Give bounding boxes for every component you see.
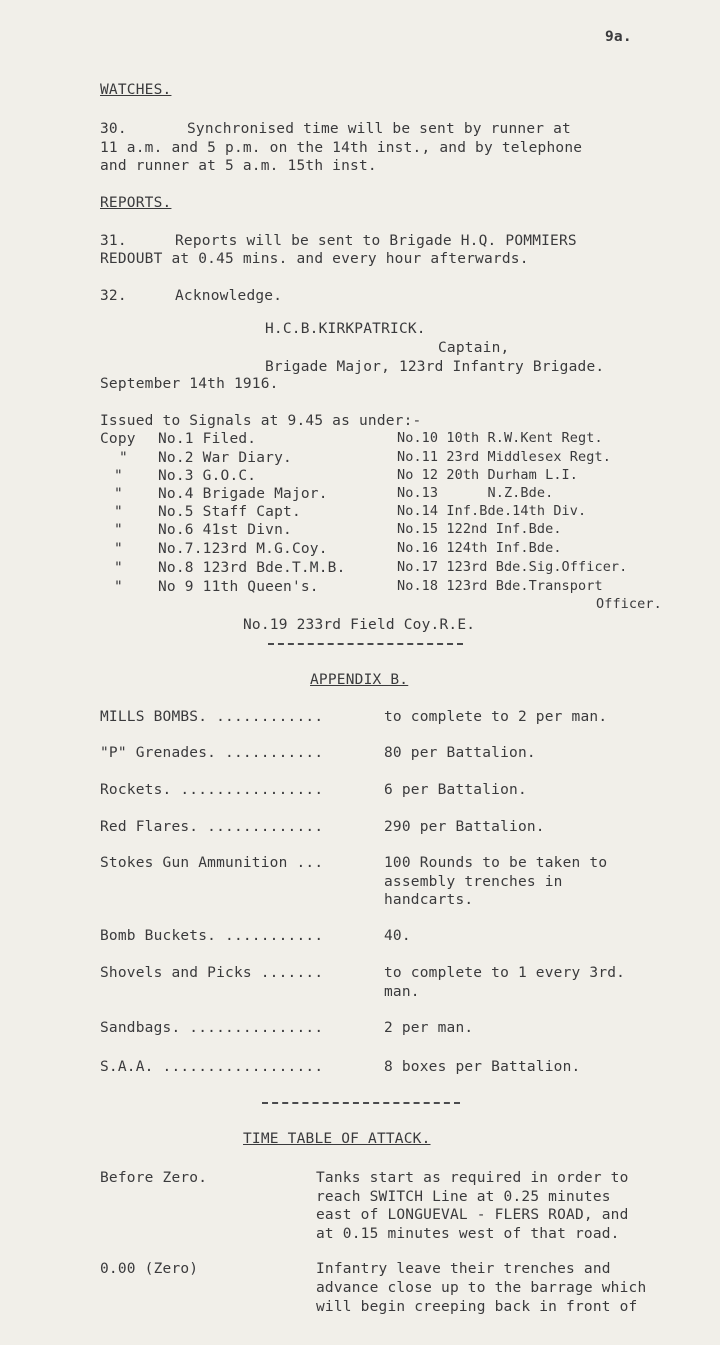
- copy-entry: No.13 N.Z.Bde.: [397, 485, 554, 501]
- ditto-mark: ": [119, 450, 128, 466]
- copy-entry: No.6 41st Divn.: [158, 522, 292, 538]
- appendix-item-name: Bomb Buckets. ...........: [100, 928, 324, 944]
- dashed-divider: [262, 1102, 460, 1104]
- appendix-item-name: Red Flares. .............: [100, 819, 324, 835]
- reports-heading: REPORTS.: [100, 195, 172, 211]
- appendix-heading: APPENDIX B.: [310, 672, 409, 688]
- appendix-item-value: 290 per Battalion.: [384, 819, 545, 835]
- ditto-mark: ": [114, 560, 123, 576]
- appendix-item-name: Sandbags. ...............: [100, 1020, 324, 1036]
- ditto-mark: ": [114, 504, 123, 520]
- timetable-line: advance close up to the barrage which: [316, 1280, 647, 1296]
- appendix-item-value: 100 Rounds to be taken to: [384, 855, 608, 871]
- acknowledge-number: 32.: [100, 288, 127, 304]
- copy-entry: No.14 Inf.Bde.14th Div.: [397, 503, 587, 519]
- appendix-item-value: 40.: [384, 928, 411, 944]
- copy-entry: No.11 23rd Middlesex Regt.: [397, 449, 611, 465]
- appendix-item-name: Stokes Gun Ammunition ...: [100, 855, 324, 871]
- copy-entry: No.10 10th R.W.Kent Regt.: [397, 430, 603, 446]
- copy-entry: No.19 233rd Field Coy.R.E.: [243, 617, 476, 633]
- acknowledge-text: Acknowledge.: [175, 288, 283, 304]
- timetable-line: reach SWITCH Line at 0.25 minutes: [316, 1189, 611, 1205]
- copy-entry: No.3 G.O.C.: [158, 468, 257, 484]
- timetable-line: will begin creeping back in front of: [316, 1299, 638, 1315]
- signature-name: H.C.B.KIRKPATRICK.: [265, 321, 426, 337]
- timetable-line: Infantry leave their trenches and: [316, 1261, 611, 1277]
- appendix-item-value: 80 per Battalion.: [384, 745, 536, 761]
- distribution-intro: Issued to Signals at 9.45 as under:-: [100, 413, 422, 429]
- reports-number: 31.: [100, 233, 127, 249]
- appendix-item-name: "P" Grenades. ...........: [100, 745, 324, 761]
- copy-entry: No.2 War Diary.: [158, 450, 292, 466]
- appendix-item-name: Shovels and Picks .......: [100, 965, 324, 981]
- timetable-line: at 0.15 minutes west of that road.: [316, 1226, 620, 1242]
- signature-date: September 14th 1916.: [100, 376, 279, 392]
- timetable-time: 0.00 (Zero): [100, 1261, 199, 1277]
- ditto-mark: ": [114, 522, 123, 538]
- appendix-item-value: man.: [384, 984, 420, 1000]
- reports-line: Reports will be sent to Brigade H.Q. POMMIERS: [175, 233, 577, 249]
- timetable-heading: TIME TABLE OF ATTACK.: [243, 1131, 431, 1147]
- ditto-mark: ": [114, 486, 123, 502]
- appendix-item-value: 2 per man.: [384, 1020, 474, 1036]
- ditto-mark: ": [114, 579, 123, 595]
- copy-entry: No 12 20th Durham L.I.: [397, 467, 579, 483]
- copy-entry: No.16 124th Inf.Bde.: [397, 540, 562, 556]
- appendix-item-name: MILLS BOMBS. ............: [100, 709, 324, 725]
- appendix-item-value: 8 boxes per Battalion.: [384, 1059, 581, 1075]
- copy-entry: No.17 123rd Bde.Sig.Officer.: [397, 559, 628, 575]
- copy-entry: No.8 123rd Bde.T.M.B.: [158, 560, 346, 576]
- copy-entry: No.15 122nd Inf.Bde.: [397, 521, 562, 537]
- appendix-item-value: handcarts.: [384, 892, 474, 908]
- copy-entry: No 9 11th Queen's.: [158, 579, 319, 595]
- copy-entry: No.18 123rd Bde.Transport: [397, 578, 603, 594]
- appendix-item-value: 6 per Battalion.: [384, 782, 527, 798]
- appendix-item-name: S.A.A. ..................: [100, 1059, 324, 1075]
- copy-entry: No.4 Brigade Major.: [158, 486, 328, 502]
- signature-role: Brigade Major, 123rd Infantry Brigade.: [265, 359, 605, 375]
- reports-line: REDOUBT at 0.45 mins. and every hour afterwards.: [100, 251, 529, 267]
- signature-rank: Captain,: [438, 340, 510, 356]
- timetable-line: east of LONGUEVAL - FLERS ROAD, and: [316, 1207, 629, 1223]
- watches-heading: WATCHES.: [100, 82, 172, 98]
- appendix-item-value: to complete to 1 every 3rd.: [384, 965, 626, 981]
- watches-line: and runner at 5 a.m. 15th inst.: [100, 158, 377, 174]
- appendix-item-value: to complete to 2 per man.: [384, 709, 608, 725]
- ditto-mark: ": [114, 541, 123, 557]
- watches-line: Synchronised time will be sent by runner at: [187, 121, 571, 137]
- appendix-item-name: Rockets. ................: [100, 782, 324, 798]
- page-number: 9a.: [605, 29, 632, 45]
- timetable-line: Tanks start as required in order to: [316, 1170, 629, 1186]
- copy-entry: No.1 Filed.: [158, 431, 257, 447]
- dashed-divider: [268, 643, 463, 645]
- watches-line: 11 a.m. and 5 p.m. on the 14th inst., and by telephone: [100, 140, 583, 156]
- ditto-mark: ": [114, 468, 123, 484]
- copy-entry: No.7.123rd M.G.Coy.: [158, 541, 328, 557]
- copy-entry-continuation: Officer.: [596, 596, 662, 612]
- copy-entry: No.5 Staff Capt.: [158, 504, 301, 520]
- watches-number: 30.: [100, 121, 127, 137]
- ditto-mark: Copy: [100, 431, 136, 447]
- timetable-time: Before Zero.: [100, 1170, 208, 1186]
- appendix-item-value: assembly trenches in: [384, 874, 563, 890]
